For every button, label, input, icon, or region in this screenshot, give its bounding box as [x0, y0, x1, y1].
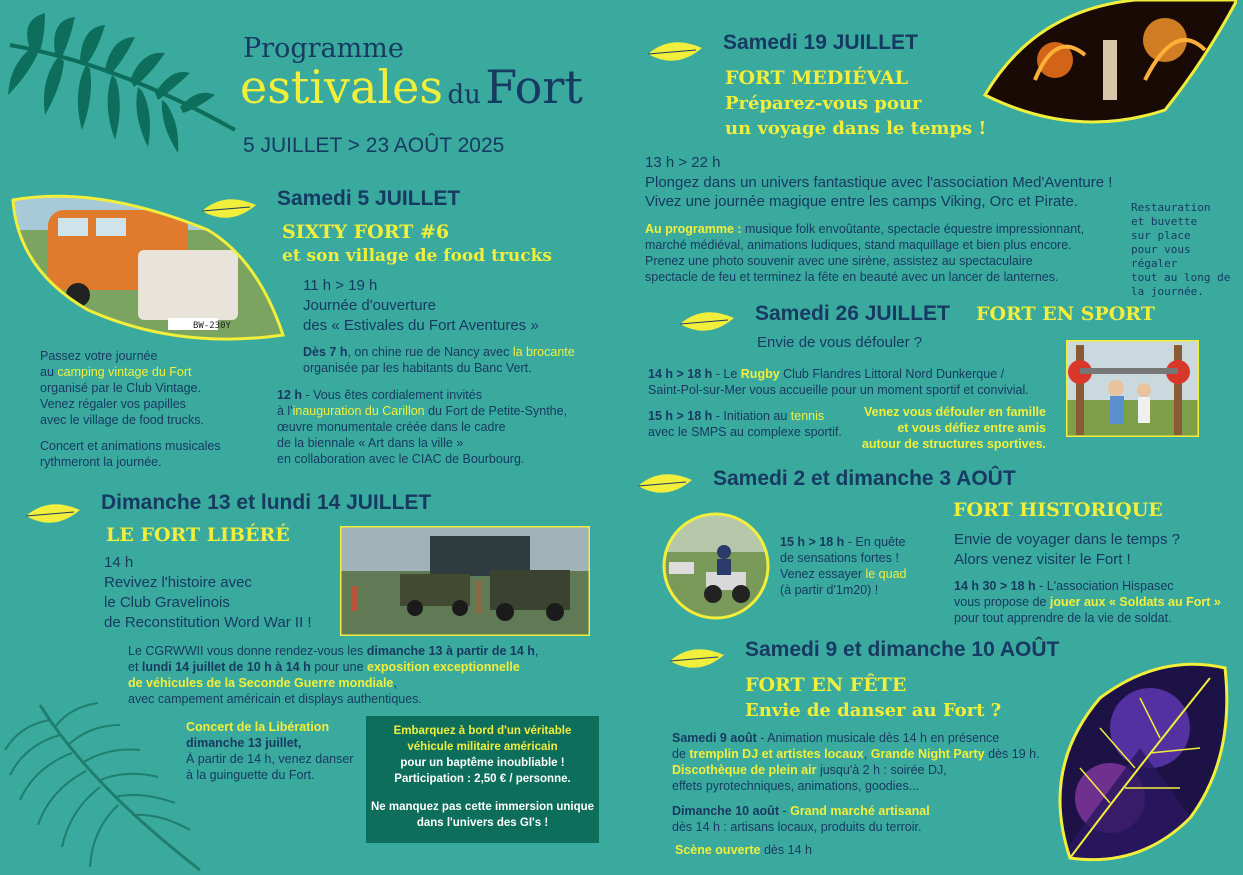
- sport-structure-photo: [1066, 340, 1199, 437]
- concert-text: [40, 438, 270, 470]
- event-title: FORT HISTORIQUE: [953, 499, 1163, 521]
- text: à l': [277, 404, 293, 418]
- yellow-leaf-icon: [678, 308, 736, 336]
- day-heading: Samedi 2 et dimanche 3 AOÛT: [713, 467, 1016, 490]
- event-time: 13 h > 22 h: [645, 154, 721, 171]
- text: Passez votre journée: [40, 349, 158, 363]
- highlight: Discothèque de plein air: [672, 763, 817, 777]
- text: en collaboration avec le CIAC de Bourbourg.: [277, 452, 525, 466]
- quad-photo: [661, 512, 771, 620]
- text: - Vous êtes cordialement invités: [302, 388, 482, 402]
- highlight: inauguration du Carillon: [292, 404, 425, 418]
- liberation-concert: [186, 719, 366, 783]
- carillon-text: [277, 387, 597, 467]
- text: rythmeront la journée.: [40, 455, 162, 469]
- text: tout au long de: [1131, 271, 1231, 284]
- soldier-text: [954, 578, 1234, 626]
- text: pour une: [310, 660, 368, 674]
- text: Le CGRWWII vous donne rendez-vous les: [128, 644, 367, 658]
- text: et: [128, 660, 142, 674]
- vehicle-ride-box: [366, 716, 599, 843]
- text: de: [672, 747, 690, 761]
- event-time: 14 h: [104, 554, 134, 571]
- text: ,: [393, 676, 397, 690]
- text: dès 19 h.: [984, 747, 1040, 761]
- highlight: la brocante: [512, 345, 575, 359]
- text: Saint-Pol-sur-Mer vous accueille pour un moment sportif et convivial.: [648, 383, 1029, 397]
- event-line: Plongez dans un univers fantastique avec l'association Med'Aventure !: [645, 174, 1113, 191]
- highlight: Concert de la Libération: [186, 720, 330, 734]
- vintage-van-photo: [8, 190, 288, 350]
- header-du: du: [447, 80, 481, 110]
- yellow-leaf-icon: [646, 38, 704, 66]
- event-title: SIXTY FORT #6: [282, 221, 450, 243]
- programme-text: [645, 221, 1125, 285]
- text: marché médiéval, animations ludiques, stand maquillage et bien plus encore.: [645, 238, 1072, 252]
- highlight: tennis: [790, 409, 825, 423]
- box-line: véhicule militaire américain: [407, 741, 558, 753]
- date-label: dimanche 13 juillet,: [186, 736, 302, 750]
- text: à la guinguette du Fort.: [186, 768, 315, 782]
- text: pour vous régaler: [1131, 243, 1191, 270]
- market-text: [672, 803, 1052, 835]
- text: organisée par les habitants du Banc Vert.: [303, 361, 532, 375]
- text: de sensations fortes !: [780, 551, 899, 565]
- event-subtitle: un voyage dans le temps !: [725, 118, 987, 139]
- rugby-text: [648, 366, 1068, 398]
- highlight: jouer aux « Soldats au Fort »: [1049, 595, 1221, 609]
- quad-text: [780, 534, 940, 598]
- event-line: le Club Gravelinois: [104, 594, 230, 611]
- day-heading: Samedi 9 et dimanche 10 AOÛT: [745, 638, 1060, 661]
- text: ,: [534, 644, 539, 658]
- text: Club Flandres Littoral Nord Dunkerque /: [779, 367, 1005, 381]
- text: Venez vous défouler en famille: [863, 405, 1046, 419]
- event-line: Journée d'ouverture: [303, 297, 436, 314]
- text: au: [40, 365, 58, 379]
- date-label: Samedi 9 août: [672, 731, 757, 745]
- text: musique folk envoûtante, spectacle équestre impressionnant,: [741, 222, 1085, 236]
- text: vous propose de: [954, 595, 1050, 609]
- box-line: dans l'univers des GI's !: [416, 817, 549, 829]
- event-intro: Envie de voyager dans le temps ?: [954, 531, 1180, 548]
- day-heading: Samedi 19 JUILLET: [723, 31, 918, 54]
- highlight: exposition exceptionnelle: [367, 660, 520, 674]
- event-title: FORT EN FÊTE: [745, 674, 907, 696]
- text: -: [778, 804, 791, 818]
- text: sur place: [1131, 229, 1191, 242]
- military-vehicles-photo: [340, 526, 590, 636]
- text: - L'association Hispasec: [1035, 579, 1174, 593]
- text: spectacle de feu et terminez la fête en beauté avec un lancer de lanternes.: [645, 270, 1059, 284]
- text: - En quête: [844, 535, 906, 549]
- date-label: lundi 14 juillet de 10 h à 14 h: [141, 660, 311, 674]
- time-label: 14 h 30 > 18 h: [954, 579, 1036, 593]
- highlight: Grand marché artisanal: [790, 804, 930, 818]
- header-dates: 5 JUILLET > 23 AOÛT 2025: [243, 134, 505, 157]
- yellow-leaf-icon: [668, 645, 726, 673]
- event-time: 11 h > 19 h: [303, 277, 378, 294]
- box-line: Ne manquez pas cette immersion unique: [370, 801, 595, 813]
- text: À partir de 14 h, venez danser: [186, 752, 354, 766]
- event-line: de Reconstitution Word War II !: [104, 614, 312, 631]
- event-title: FORT EN SPORT: [976, 303, 1155, 325]
- brocante-text: [303, 344, 603, 376]
- yellow-leaf-icon: [24, 500, 82, 528]
- highlight: Grande Night Party: [870, 747, 985, 761]
- box-line: Embarquez à bord d'un véritable: [393, 725, 572, 737]
- text: dès 14 h : artisans locaux, produits du terroir.: [672, 820, 922, 834]
- event-line: Vivez une journée magique entre les camps Viking, Orc et Pirate.: [645, 193, 1079, 210]
- event-subtitle: Envie de danser au Fort ?: [745, 700, 1002, 721]
- text: - Initiation au: [712, 409, 791, 423]
- text: la journée.: [1131, 285, 1204, 298]
- event-intro: Alors venez visiter le Fort !: [954, 551, 1131, 568]
- text: (à partir d'1m20) !: [780, 583, 879, 597]
- catering-note: [1131, 201, 1241, 299]
- header-estivales: estivales: [240, 60, 443, 114]
- time-label: 14 h > 18 h: [648, 367, 713, 381]
- text: avec le SMPS au complexe sportif.: [648, 425, 842, 439]
- time-label: 12 h: [277, 388, 303, 402]
- date-label: Dimanche 10 août: [672, 804, 779, 818]
- plate-text: BW-230Y: [193, 321, 231, 331]
- text: Concert et animations musicales: [40, 439, 221, 453]
- event-intro: Envie de vous défouler ?: [757, 334, 923, 351]
- text: avec campement américain et displays authentiques.: [128, 692, 422, 706]
- text: du Fort de Petite-Synthe,: [424, 404, 568, 418]
- header-title: [240, 60, 583, 114]
- text: Prenez une photo souvenir avec une sirène, assistez au spectaculaire: [645, 254, 1033, 268]
- highlight: de véhicules de la Seconde Guerre mondiale: [128, 676, 394, 690]
- fire-show-photo: [975, 0, 1237, 130]
- camping-text: [40, 348, 270, 428]
- text: - Le: [712, 367, 741, 381]
- time-label: 15 h > 18 h: [780, 535, 845, 549]
- highlight: Scène ouverte: [675, 843, 761, 857]
- event-line: des « Estivales du Fort Aventures »: [303, 317, 539, 334]
- text: ,: [863, 747, 871, 761]
- party-text: [672, 730, 1052, 794]
- highlight: le quad: [865, 567, 907, 581]
- event-title: FORT MEDIÉVAL: [725, 67, 908, 89]
- highlight: Rugby: [740, 367, 780, 381]
- day-heading: Dimanche 13 et lundi 14 JUILLET: [101, 491, 432, 514]
- text: Restauration: [1131, 201, 1211, 214]
- event-subtitle: et son village de food trucks: [282, 246, 552, 266]
- day-heading: Samedi 26 JUILLET: [755, 302, 950, 325]
- text: autour de structures sportives.: [861, 437, 1046, 451]
- family-note: [850, 404, 1046, 452]
- event-subtitle: Préparez-vous pour: [725, 93, 922, 114]
- header-programme: Programme: [243, 33, 404, 64]
- text: Venez régaler vos papilles: [40, 397, 186, 411]
- text: Venez essayer: [780, 567, 866, 581]
- text: avec le village de food trucks.: [40, 413, 204, 427]
- text: et vous défiez entre amis: [897, 421, 1046, 435]
- day-heading: Samedi 5 JUILLET: [277, 187, 461, 210]
- highlight: camping vintage du Fort: [57, 365, 192, 379]
- text: effets pyrotechniques, animations, goodies...: [672, 779, 920, 793]
- box-line: pour un baptême inoubliable !: [400, 757, 565, 769]
- event-line: Revivez l'histoire avec: [104, 574, 252, 591]
- text: et buvette: [1131, 215, 1198, 228]
- text: dès 14 h: [760, 843, 812, 857]
- time-label: Dès 7 h: [303, 345, 348, 359]
- box-line: Participation : 2,50 € / personne.: [394, 773, 571, 785]
- header-fort: Fort: [485, 60, 583, 114]
- text: œuvre monumentale créée dans le cadre: [277, 420, 506, 434]
- time-label: 15 h > 18 h: [648, 409, 713, 423]
- event-title: LE FORT LIBÉRÉ: [106, 524, 290, 546]
- concert-leaf-photo: [1040, 658, 1238, 868]
- tennis-text: [648, 408, 868, 440]
- highlight: tremplin DJ et artistes locaux: [689, 747, 864, 761]
- text: , on chine rue de Nancy avec: [347, 345, 513, 359]
- open-stage-text: [675, 842, 812, 858]
- text: de la biennale « Art dans la ville »: [277, 436, 464, 450]
- text: jusqu'à 2 h : soirée DJ,: [816, 763, 947, 777]
- text: pour tout apprendre de la vie de soldat.: [954, 611, 1172, 625]
- palm-leaf-icon: [0, 5, 250, 165]
- text: - Animation musicale dès 14 h en présence: [756, 731, 1000, 745]
- highlight: Au programme :: [645, 222, 742, 236]
- yellow-leaf-icon: [636, 470, 694, 498]
- date-label: dimanche 13 à partir de 14 h: [366, 644, 535, 658]
- text: organisé par le Club Vintage.: [40, 381, 201, 395]
- cgrwwii-text: [128, 643, 598, 707]
